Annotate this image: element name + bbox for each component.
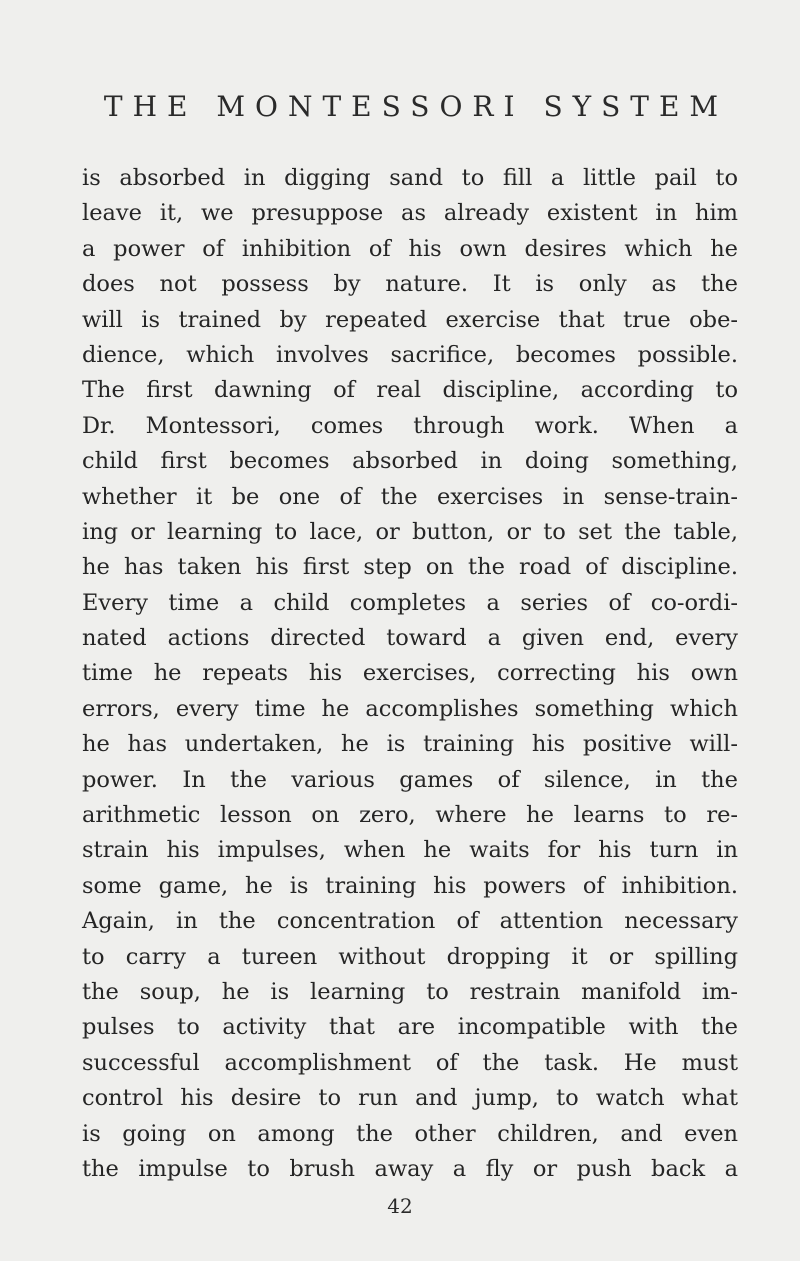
text-line: The first dawning of real discipline, according to <box>82 377 738 404</box>
text-line: whether it be one of the exercises in sense-train- <box>82 483 738 510</box>
text-line: power. In the various games of silence, in the <box>82 766 738 793</box>
text-line: some game, he is training his powers of inhibition. <box>82 872 738 899</box>
text-line: Dr. Montessori, comes through work. When a <box>82 412 738 439</box>
text-line: to carry a tureen without dropping it or spilling <box>82 943 738 970</box>
text-line: nated actions directed toward a given end, every <box>82 625 738 652</box>
text-line: a power of inhibition of his own desires which he <box>82 235 738 262</box>
text-line: Every time a child completes a series of co-ordi- <box>82 589 738 616</box>
page-number: 42 <box>387 1194 413 1218</box>
body-text <box>82 161 738 1187</box>
text-line: child first becomes absorbed in doing something, <box>82 448 738 475</box>
text-line: time he repeats his exercises, correcting his own <box>82 660 738 687</box>
text-line: ing or learning to lace, or button, or to set the table, <box>82 518 738 545</box>
text-line: Again, in the concentration of attention necessary <box>82 908 738 935</box>
text-line: arithmetic lesson on zero, where he learns to re- <box>82 802 738 829</box>
text-line: leave it, we presuppose as already existent in him <box>82 200 738 227</box>
text-line: the soup, he is learning to restrain manifold im- <box>82 978 738 1005</box>
text-line: errors, every time he accomplishes something which <box>82 695 738 722</box>
text-line: is absorbed in digging sand to fill a little pail to <box>82 165 738 191</box>
text-line: pulses to activity that are incompatible with the <box>82 1014 738 1041</box>
text-line: successful accomplishment of the task. He must <box>82 1049 738 1076</box>
text-line: the impulse to brush away a fly or push back a <box>82 1155 738 1182</box>
text-line: does not possess by nature. It is only as the <box>82 271 738 298</box>
text-line: he has taken his first step on the road of discipline. <box>82 554 738 581</box>
text-line: is going on among the other children, and even <box>82 1120 738 1147</box>
text-line: will is trained by repeated exercise that true obe- <box>82 306 738 333</box>
text-line: he has undertaken, he is training his positive will- <box>82 731 738 758</box>
running-head: THE MONTESSORI SYSTEM <box>103 90 729 123</box>
text-line: strain his impulses, when he waits for his turn in <box>82 837 738 864</box>
text-line: dience, which involves sacrifice, becomes possible. <box>82 341 738 368</box>
text-line: control his desire to run and jump, to watch what <box>82 1085 738 1112</box>
